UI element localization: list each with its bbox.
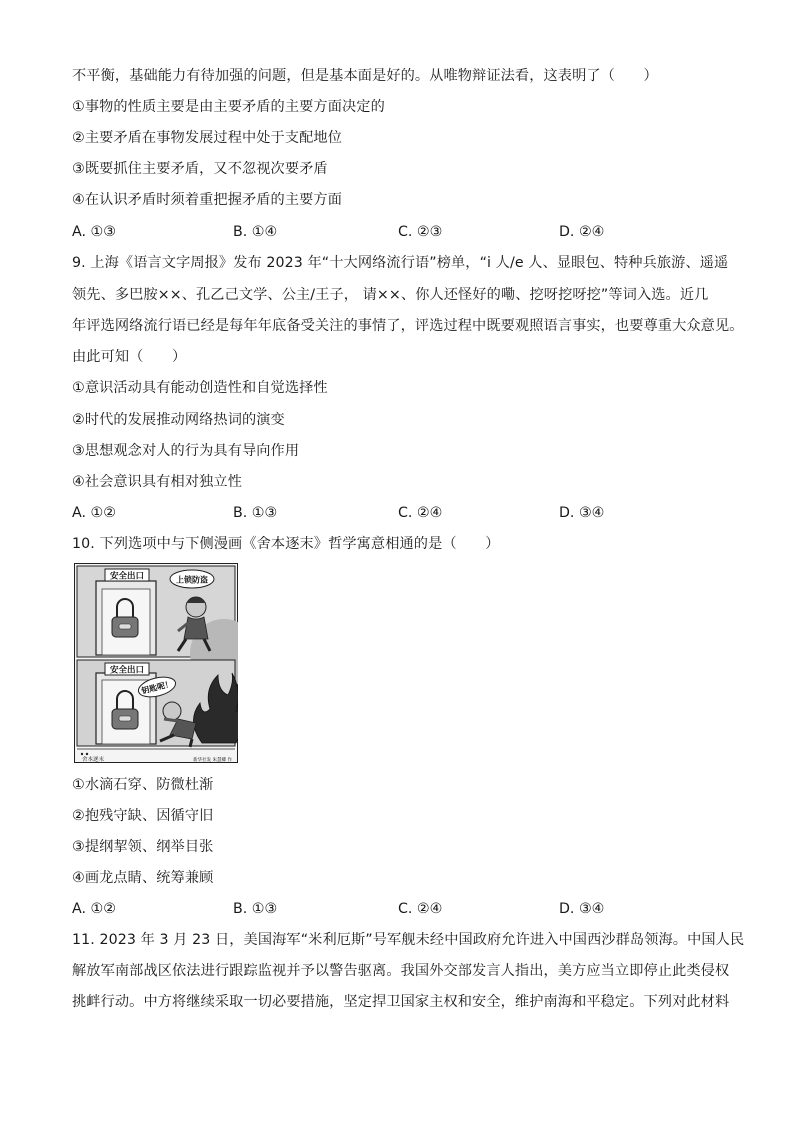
q10-statement-3: ③提纲挈领、纲举目张 (72, 839, 214, 855)
q11-stem-line-2: 解放军南部战区依法进行跟踪监视并予以警告驱离。我国外交部发言人指出，美方应当立即停止此类侵权 (72, 963, 730, 979)
cartoon-bottom-bubble: 钥匙呢！ (140, 679, 174, 696)
cartoon-top-bubble: 上锁防盗 (176, 575, 208, 585)
q10-option-c[interactable]: C. ②④ (398, 901, 443, 917)
q10-option-b[interactable]: B. ①③ (233, 901, 278, 917)
q9-option-c[interactable]: C. ②④ (398, 505, 443, 521)
q9-stem-line-2: 领先、多巴胺××、孔乙己文学、公主/王子， 请××、你人还怪好的嘞、挖呀挖呀挖”等词入选。近几 (72, 287, 709, 303)
cartoon-credit: 新华社发 朱慧卿 作 (193, 758, 232, 763)
cartoon-bottom-sign: 安全出口 (109, 665, 145, 676)
cartoon-bottom-panel (77, 660, 238, 747)
q8-option-b[interactable]: B. ①④ (233, 224, 278, 240)
q8-option-a[interactable]: A. ①③ (72, 224, 116, 240)
q8-statement-3: ③既要抓住主要矛盾，又不忽视次要矛盾 (72, 161, 328, 177)
q9-statement-2: ②时代的发展推动网络热词的演变 (72, 412, 285, 428)
cartoon-image (74, 563, 238, 763)
q9-stem-line-1: 9. 上海《语言文字周报》发布 2023 年“十大网络流行语”榜单，“i 人/e 人、显眼包、特种兵旅游、遥遥 (72, 255, 729, 271)
q10-stem: 10. 下列选项中与下侧漫画《舍本逐末》哲学寓意相通的是（ ） (72, 536, 500, 552)
q9-stem-line-4: 由此可知（ ） (72, 349, 187, 365)
q8-stem-continued: 不平衡，基础能力有待加强的问题，但是基本面是好的。从唯物辩证法看，这表明了（ ） (72, 68, 658, 84)
cartoon-caption: 舍本逐末 (82, 757, 105, 763)
q10-statement-4: ④画龙点睛、统筹兼顾 (72, 870, 214, 886)
q8-option-d[interactable]: D. ②④ (559, 224, 605, 240)
q8-option-c[interactable]: C. ②③ (398, 224, 443, 240)
q9-option-a[interactable]: A. ①② (72, 505, 116, 521)
q9-statement-1: ①意识活动具有能动创造性和自觉选择性 (72, 380, 328, 396)
q9-statement-3: ③思想观念对人的行为具有导向作用 (72, 443, 300, 459)
q8-statement-2: ②主要矛盾在事物发展过程中处于支配地位 (72, 130, 342, 146)
q9-statement-4: ④社会意识具有相对独立性 (72, 474, 242, 490)
q10-options (72, 899, 732, 919)
cartoon-top-sign: 安全出口 (109, 571, 145, 582)
q9-option-d[interactable]: D. ③④ (559, 505, 605, 521)
q11-stem-line-1: 11. 2023 年 3 月 23 日，美国海军“米利厄斯”号军舰未经中国政府允许进入中国西沙群岛领海。中国人民 (72, 932, 745, 948)
q9-stem-line-3: 年评选网络流行语已经是每年年底备受关注的事情了，评选过程中既要观照语言事实，也要尊重大众意见。 (72, 318, 744, 334)
q8-options (72, 222, 732, 242)
q10-option-d[interactable]: D. ③④ (559, 901, 605, 917)
q9-option-b[interactable]: B. ①③ (233, 505, 278, 521)
q10-statement-1: ①水滴石穿、防微杜渐 (72, 777, 214, 793)
q10-statement-2: ②抱残守缺、因循守旧 (72, 808, 214, 824)
q8-statement-4: ④在认识矛盾时须着重把握矛盾的主要方面 (72, 192, 342, 208)
q9-options (72, 503, 732, 523)
q11-stem-line-3: 挑衅行动。中方将继续采取一切必要措施，坚定捍卫国家主权和安全，维护南海和平稳定。下列对此材料 (72, 994, 730, 1010)
q8-statement-1: ①事物的性质主要是由主要矛盾的主要方面决定的 (72, 99, 385, 115)
q10-option-a[interactable]: A. ①② (72, 901, 116, 917)
